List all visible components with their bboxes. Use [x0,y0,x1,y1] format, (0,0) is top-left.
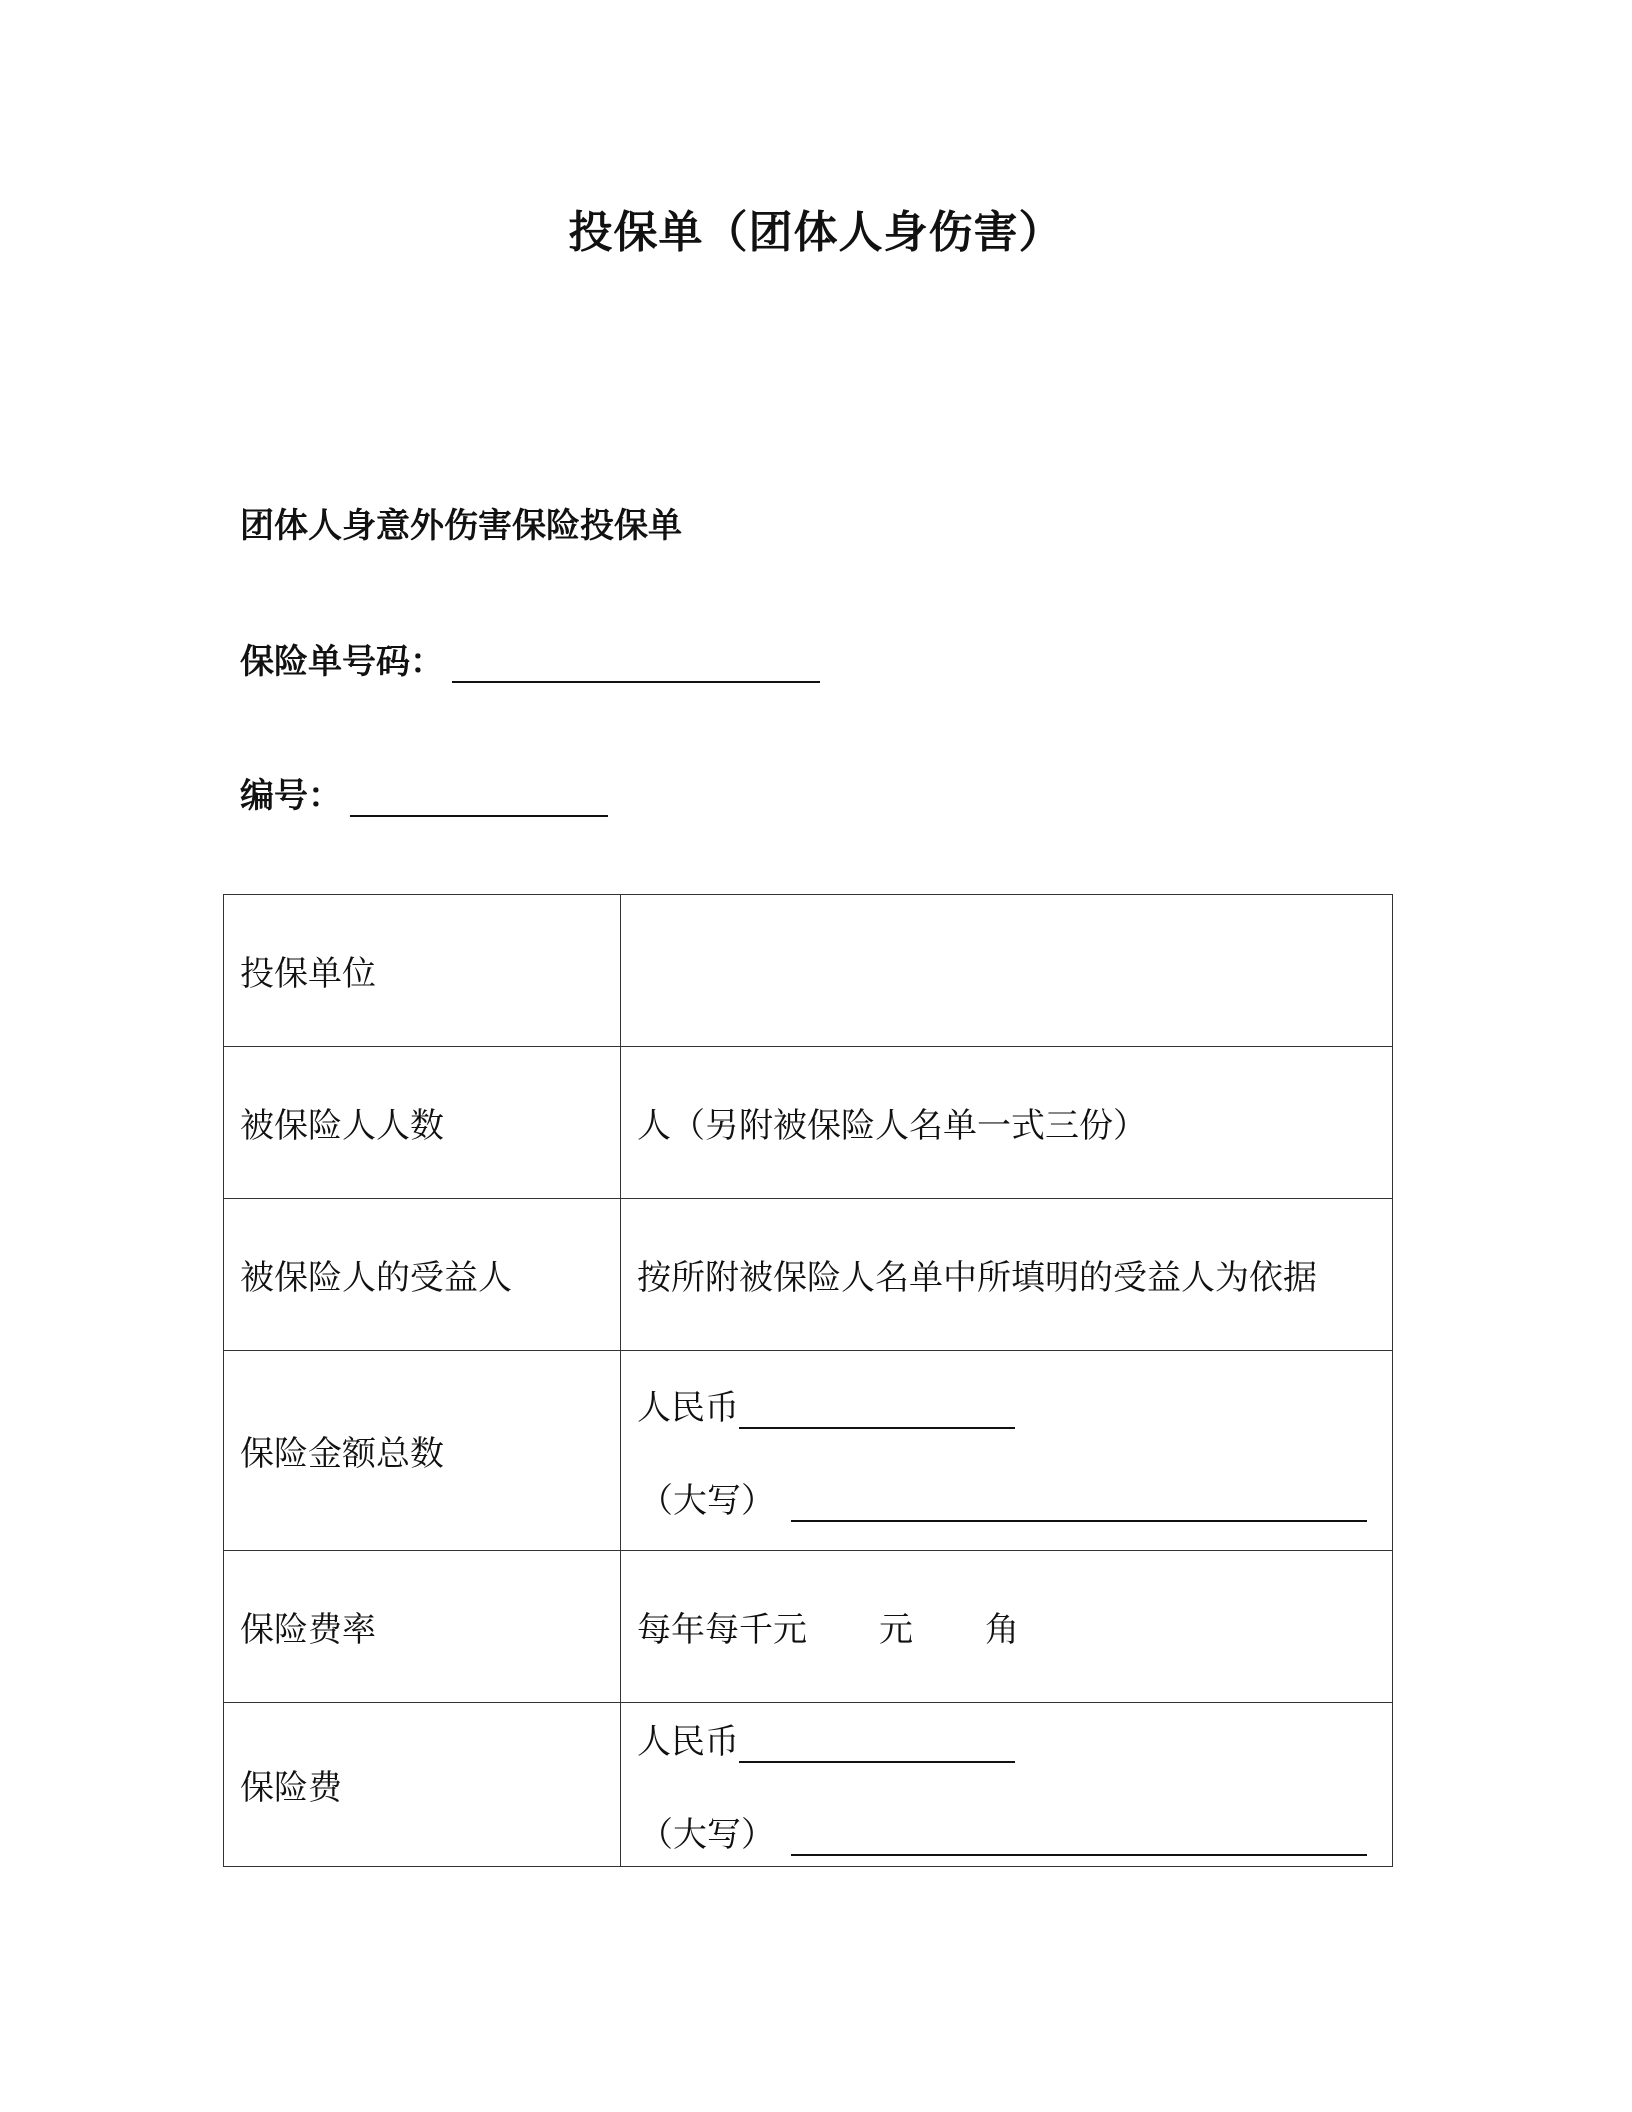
table-row [224,1199,1393,1351]
sum-insured-rmb-line [637,1380,1376,1429]
policy-number-label: 保险单号码： [240,642,444,682]
policy-number-blank[interactable] [452,645,820,683]
serial-number-field [240,768,608,817]
table-row [224,895,1393,1047]
premium-label: 保险费 [224,1703,621,1867]
beneficiary-label: 被保险人的受益人 [224,1199,621,1351]
applicant-label: 投保单位 [224,895,621,1047]
policy-number-field [240,634,820,683]
premium-rmb-label: 人民币 [637,1721,739,1762]
beneficiary-value: 按所附被保险人名单中所填明的受益人为依据 [621,1199,1393,1351]
application-form-table [223,894,1393,1867]
rate-yuan: 元 [879,1610,913,1650]
serial-number-label: 编号： [240,776,342,816]
rate-value [621,1551,1393,1703]
page-title: 投保单（团体人身伤害） [568,207,1064,258]
premium-caps-label: （大写） [639,1814,775,1855]
premium-rmb-blank[interactable] [739,1725,1015,1763]
table-row [224,1703,1393,1867]
insured-count-value[interactable]: 人（另附被保险人名单一式三份） [621,1047,1393,1199]
sum-insured-rmb-label: 人民币 [637,1387,739,1428]
table-row [224,1351,1393,1551]
sum-insured-caps-label: （大写） [639,1480,775,1521]
premium-value [621,1703,1393,1867]
rate-jiao: 角 [985,1610,1019,1650]
sum-insured-rmb-blank[interactable] [739,1391,1015,1429]
premium-caps-line [639,1807,1376,1856]
serial-number-blank[interactable] [350,779,608,817]
sum-insured-value [621,1351,1393,1551]
insured-count-label: 被保险人人数 [224,1047,621,1199]
table-row [224,1551,1393,1703]
sum-insured-caps-line [639,1473,1376,1522]
document-subtitle: 团体人身意外伤害保险投保单 [240,506,682,546]
rate-prefix: 每年每千元 [637,1610,807,1650]
sum-insured-caps-blank[interactable] [791,1484,1367,1522]
table-row [224,1047,1393,1199]
premium-caps-blank[interactable] [791,1818,1367,1856]
rate-label: 保险费率 [224,1551,621,1703]
sum-insured-label: 保险金额总数 [224,1351,621,1551]
premium-rmb-line [637,1714,1376,1763]
applicant-value[interactable] [621,895,1393,1047]
